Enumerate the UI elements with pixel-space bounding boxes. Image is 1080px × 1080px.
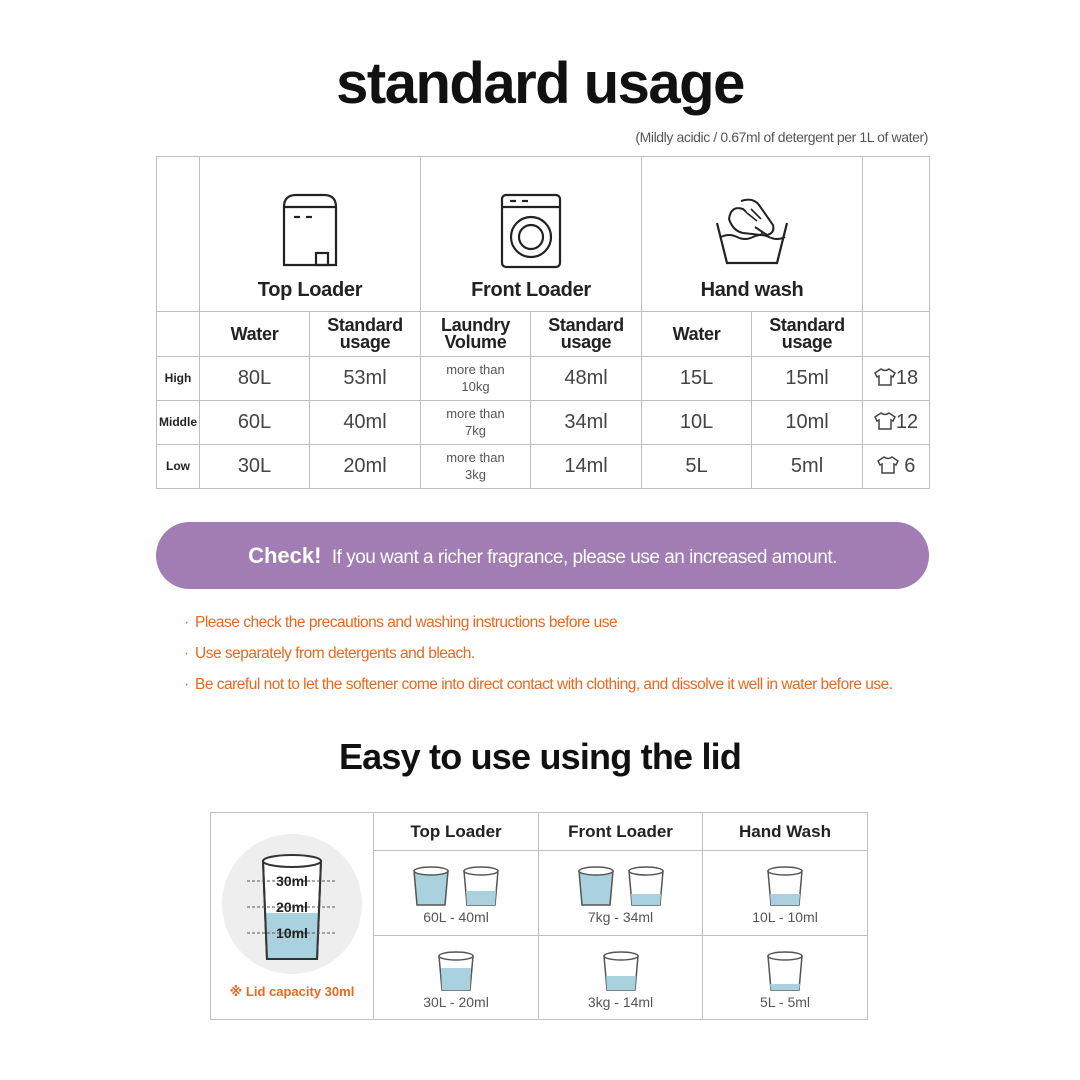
- lid-amount-label: 10L - 10ml: [752, 909, 818, 925]
- col-header-top-usage: Standard usage: [310, 312, 421, 356]
- top-water-value: 60L: [200, 400, 310, 444]
- front-volume-value: more than 7kg: [421, 400, 531, 444]
- lid-capacity-note: ※ Lid capacity 30ml: [229, 983, 355, 999]
- front-usage-value: 48ml: [531, 356, 642, 400]
- lid-col-header-top: Top Loader: [374, 813, 539, 851]
- lid-amount-label: 3kg - 14ml: [587, 993, 654, 1010]
- col-header-top-water: Water: [200, 312, 310, 356]
- partial-lid-icon: [600, 946, 642, 992]
- lid-cell: [374, 936, 539, 1020]
- lid-mark-10: 10ml: [276, 924, 308, 941]
- lid-amount-label: 30L - 20ml: [423, 993, 489, 1010]
- lid-amount-label: 5L - 5ml: [759, 993, 811, 1010]
- hand-wash-label: Hand wash: [700, 278, 804, 301]
- hand-water-value: 15L: [642, 356, 752, 400]
- table-row: [157, 400, 930, 444]
- front-usage-value: 14ml: [531, 444, 642, 488]
- front-volume-value: more than 10kg: [421, 356, 531, 400]
- col-header-front-volume: Laundry Volume: [421, 312, 531, 356]
- garment-count: 6: [863, 444, 930, 488]
- full-lid-icon: [575, 861, 617, 907]
- shirt-icon: [874, 412, 896, 430]
- empty-corner-cell: [157, 157, 200, 312]
- lid-mark-30: 30ml: [276, 872, 308, 889]
- front-loader-icon: [421, 193, 641, 269]
- lid-col-header-hand: Hand Wash: [703, 813, 868, 851]
- top-water-value: 30L: [200, 444, 310, 488]
- lid-cell: [374, 851, 539, 936]
- check-label: Check!: [248, 543, 322, 568]
- precaution-item: · Use separately from detergents and bleach.: [184, 638, 904, 669]
- top-usage-value: 53ml: [310, 356, 421, 400]
- shirt-icon: [874, 368, 896, 386]
- hand-usage-value: 5ml: [752, 444, 863, 488]
- empty-count-header: [863, 312, 930, 356]
- table-row: [157, 356, 930, 400]
- level-label: High: [157, 356, 200, 400]
- hand-usage-value: 10ml: [752, 400, 863, 444]
- hand-usage-value: 15ml: [752, 356, 863, 400]
- lid-amount-label: 60L - 40ml: [423, 909, 489, 925]
- level-label: Middle: [157, 400, 200, 444]
- lid-amount-label: 7kg - 34ml: [587, 909, 654, 925]
- dosage-note: (Mildly acidic / 0.67ml of detergent per 1L of water): [635, 129, 928, 145]
- check-text: If you want a richer fragrance, please use an increased amount.: [331, 547, 837, 568]
- garment-count: 18: [863, 356, 930, 400]
- front-loader-header: [421, 157, 642, 312]
- col-header-hand-water: Water: [642, 312, 752, 356]
- precaution-item: · Please check the precautions and washing instructions before use: [184, 607, 904, 638]
- hand-wash-icon: [642, 193, 862, 269]
- hand-wash-header: [642, 157, 863, 312]
- partial-lid-icon: [764, 946, 806, 992]
- partial-lid-icon: [460, 861, 502, 907]
- front-volume-value: more than 3kg: [421, 444, 531, 488]
- lid-col-header-front: Front Loader: [539, 813, 703, 851]
- full-lid-icon: [410, 861, 452, 907]
- lid-cell: [703, 936, 868, 1020]
- col-header-front-usage: Standard usage: [531, 312, 642, 356]
- front-loader-label: Front Loader: [471, 278, 591, 301]
- check-banner: [156, 522, 929, 589]
- front-usage-value: 34ml: [531, 400, 642, 444]
- hand-water-value: 5L: [642, 444, 752, 488]
- lid-mark-20: 20ml: [276, 898, 308, 915]
- partial-lid-icon: [764, 861, 806, 907]
- empty-level-header: [157, 312, 200, 356]
- top-loader-header: [200, 157, 421, 312]
- lid-table: [210, 812, 868, 1020]
- top-loader-icon: [200, 193, 420, 269]
- hand-water-value: 10L: [642, 400, 752, 444]
- shirt-icon: [877, 456, 899, 474]
- precaution-list: [184, 607, 904, 700]
- top-loader-label: Top Loader: [257, 278, 363, 301]
- lid-cell: [703, 851, 868, 936]
- lid-cell: [539, 851, 703, 936]
- col-header-hand-usage: Standard usage: [752, 312, 863, 356]
- usage-table: [156, 156, 930, 489]
- partial-lid-icon: [435, 946, 477, 992]
- lid-section-title: Easy to use using the lid: [338, 736, 742, 777]
- lid-capacity-cell: [211, 813, 374, 1020]
- lid-cell: [539, 936, 703, 1020]
- top-usage-value: 40ml: [310, 400, 421, 444]
- page-title: standard usage: [336, 51, 744, 116]
- precaution-item: · Be careful not to let the softener come into direct contact with clothing, and dissolve it well in water before use.: [184, 669, 904, 700]
- top-water-value: 80L: [200, 356, 310, 400]
- garment-count: 12: [863, 400, 930, 444]
- empty-header-cell: [863, 157, 930, 312]
- measuring-lid-icon: [221, 833, 363, 975]
- top-usage-value: 20ml: [310, 444, 421, 488]
- table-row: [157, 444, 930, 488]
- level-label: Low: [157, 444, 200, 488]
- partial-lid-icon: [625, 861, 667, 907]
